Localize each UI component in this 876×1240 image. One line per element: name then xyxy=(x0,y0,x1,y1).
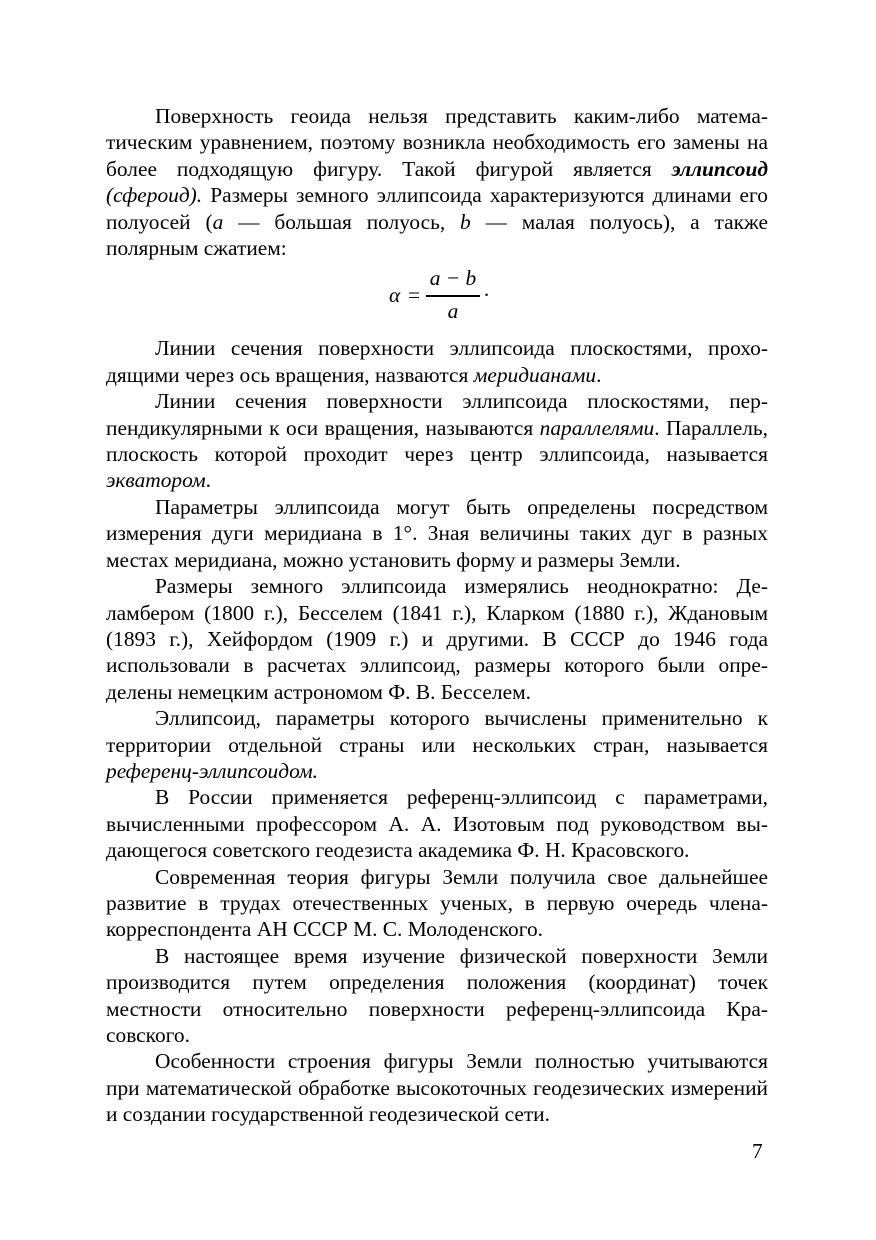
paragraph-geoid-ellipsoid: Поверхность геоида нельзя представить каким-либо математическим уравнением, поэтому возникла необходимость его замены на более подходящую фигуру. Такой фигурой является эллипсоид (сфероид). Размеры земного эллипсоида характеризуются длинами его полуосей (a — большая полуось, b — малая полуось), а также полярным сжатием: xyxy=(106,104,768,261)
formula-trailing-dot: · xyxy=(483,283,491,308)
body-text xyxy=(106,103,768,1128)
term-ellipsoid: эллипсоид xyxy=(671,156,768,181)
term-reference-ellipsoid: референц-эллипсоидом. xyxy=(106,758,318,783)
page-number: 7 xyxy=(752,1139,763,1163)
paragraph-russia-krasovsky: В России применяется референц-эллипсоид с параметрами, вычисленными профессором А. А. Изотовым под руководством выдающегося советского геодезиста академика Ф. Н. Красовского. xyxy=(106,785,768,863)
term-meridians: меридианами xyxy=(473,362,597,387)
term-equator: экватором xyxy=(106,468,206,493)
paragraph-geodetic-network: Особенности строения фигуры Земли полностью учитываются при математической обработке высокоточных геодезических измерений и создании государственной геодезической сети. xyxy=(106,1049,768,1127)
formula-equals: = xyxy=(408,283,421,308)
paragraph-molodensky: Современная теория фигуры Земли получила свое дальнейшее развитие в трудах отечественных ученых, в первую очередь члена-корреспондента АН СССР М. С. Молоденского. xyxy=(106,864,768,942)
formula-denominator: a xyxy=(447,299,459,324)
var-a: a xyxy=(212,209,224,234)
term-spheroid: (сфероид). xyxy=(106,183,203,208)
paragraph-reference-ellipsoid: Эллипсоид, параметры которого вычислены применительно к территории отдельной страны или нескольких стран, называется референц-эллипсоидом. xyxy=(106,706,768,783)
paragraph-parallels: Линии сечения поверхности эллипсоида плоскостями, перпендикулярными к оси вращения, называются параллелями. Параллель, плоскость которой проходит через центр эллипсоида, называется экватором. xyxy=(106,389,768,493)
fraction-bar xyxy=(426,295,480,296)
formula-lhs: α xyxy=(389,283,401,308)
var-b: b xyxy=(460,209,471,234)
paragraph-measurements-history: Размеры земного эллипсоида измерялись неоднократно: Деламбером (1800 г.), Бесселем (1841 г.), Кларком (1880 г.), Ждановым (1893 г.), Хейфордом (1909 г.) и другими. В СССР до 1946 года использовали в расчетах эллипсоид, размеры которого были определены немецким астрономом Ф. В. Бесселем. xyxy=(106,574,768,704)
paragraph-meridian-arc: Параметры эллипсоида могут быть определены посредством измерения дуги меридиана в 1°. Зная величины таких дуг в разных местах меридиана, можно установить форму и размеры Земли. xyxy=(106,494,768,572)
flattening-formula xyxy=(106,265,768,325)
paragraph-meridians: Линии сечения поверхности эллипсоида плоскостями, проходящими через ось вращения, назваются меридианами. xyxy=(106,336,768,387)
term-parallels: параллелями xyxy=(539,415,655,440)
paragraph-physical-surface: В настоящее время изучение физической поверхности Земли производится путем определения положения (координат) точек местности относительно поверхности референц-эллипсоида Красовского. xyxy=(106,943,768,1047)
formula-numerator: a − b xyxy=(429,266,477,291)
